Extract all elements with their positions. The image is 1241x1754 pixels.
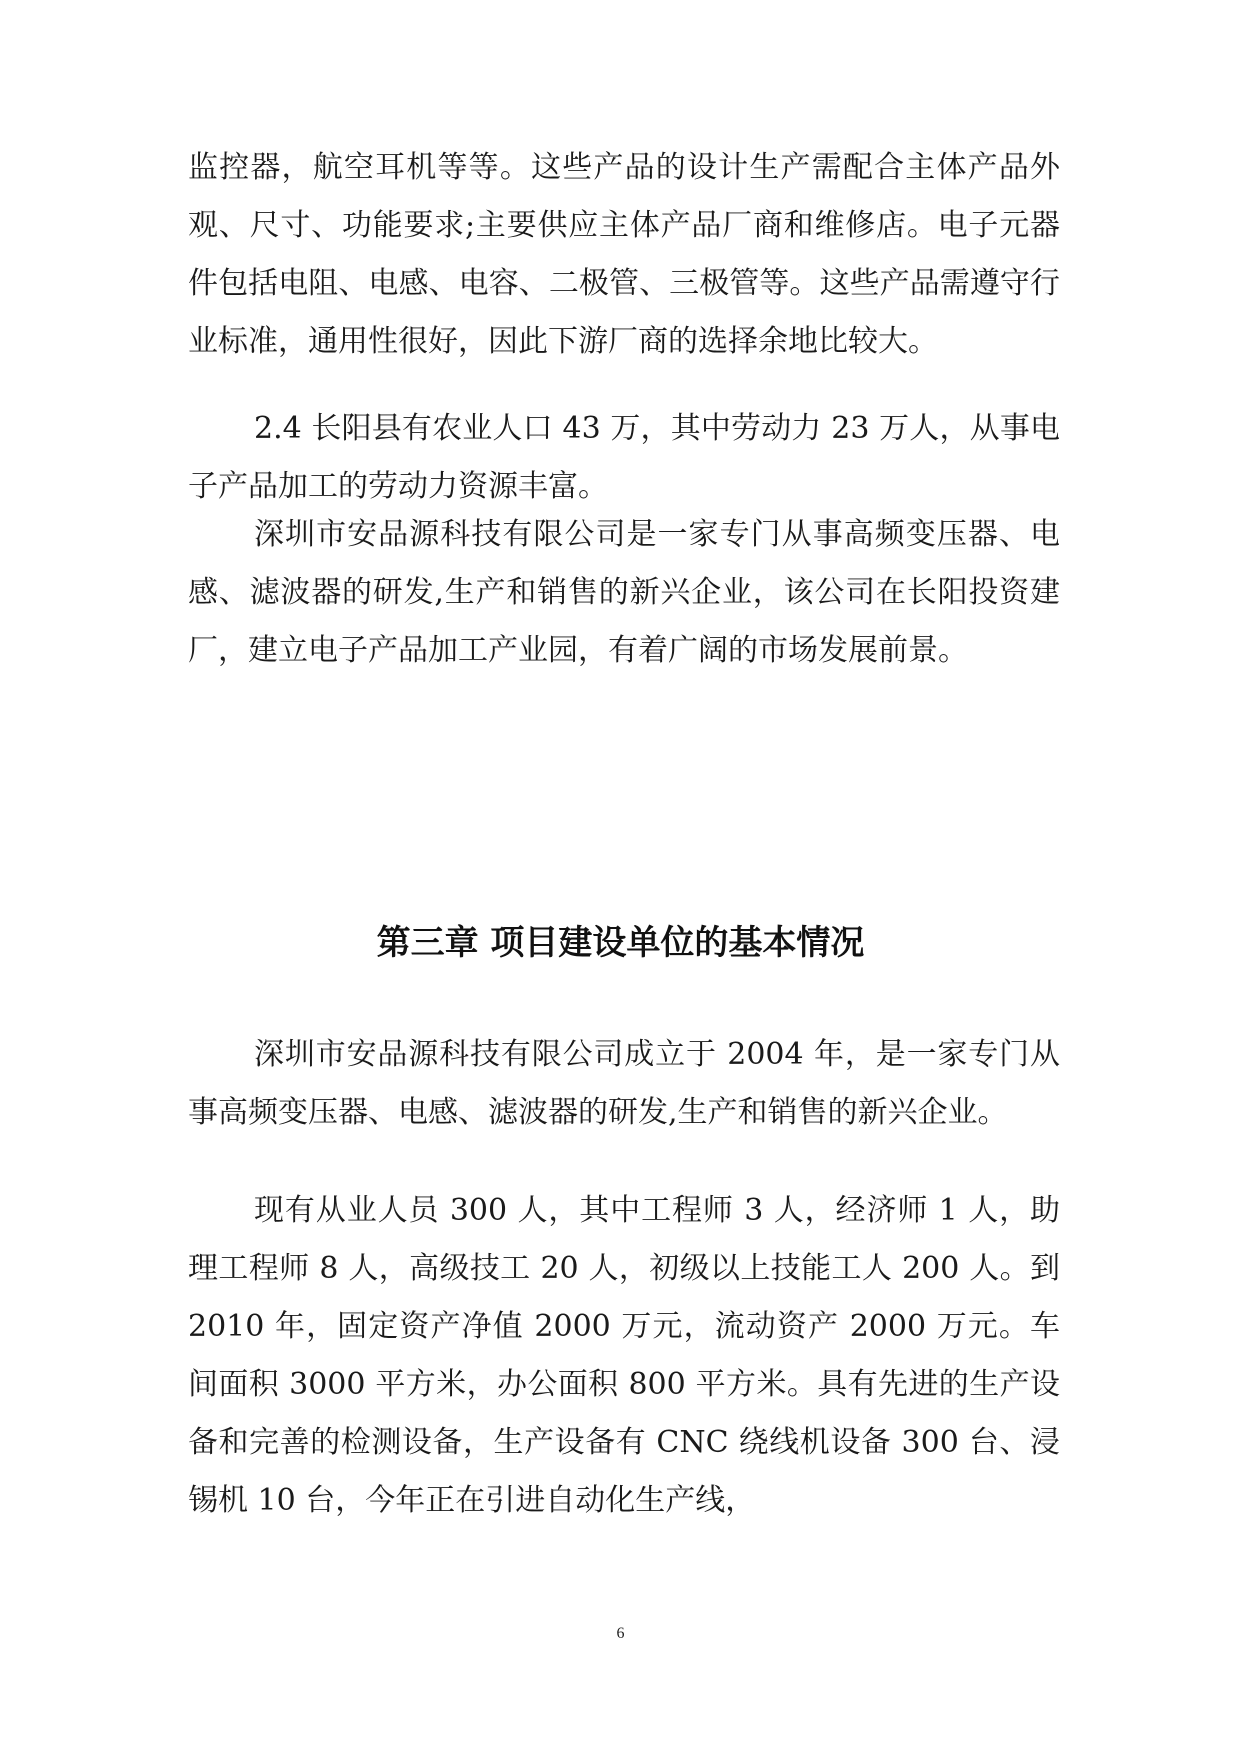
paragraph-components-continued: 监控器，航空耳机等等。这些产品的设计生产需配合主体产品外观、尺寸、功能要求;主要供应主体产品厂商和维修店。电子元器件包括电阻、电感、电容、二极管、三极管等。这些产品需遵守行业标准，通用性很好，因此下游厂商的选择余地比较大。 (188, 150, 1060, 359)
page-number: 6 (616, 1625, 625, 1642)
paragraph-labor-force: 2.4 长阳县有农业人口 43 万，其中劳动力 23 万人，从事电子产品加工的劳动力资源丰富。 (188, 411, 1060, 504)
paragraph-company-founding: 深圳市安品源科技有限公司成立于 2004 年，是一家专门从事高频变压器、电感、滤波器的研发,生产和销售的新兴企业。 (188, 1037, 1060, 1130)
chapter-title: 第三章 项目建设单位的基本情况 (376, 923, 865, 963)
paragraph-company-staff-assets: 现有从业人员 300 人，其中工程师 3 人，经济师 1 人，助理工程师 8 人，高级技工 20 人，初级以上技能工人 200 人。到 2010 年，固定资产净值 2000 万元，流动资产 2000 万元。车间面积 3000 平方米，办公面积 800 平方米。具有先进的生产设备和完善的检测设备，生产设备有 CNC 绕线机设备 300 台、浸锡机 10 台，今年正在引进自动化生产线， (188, 1193, 1060, 1518)
paragraph-company-intro: 深圳市安品源科技有限公司是一家专门从事高频变压器、电感、滤波器的研发,生产和销售的新兴企业，该公司在长阳投资建厂，建立电子产品加工产业园，有着广阔的市场发展前景。 (188, 517, 1060, 668)
